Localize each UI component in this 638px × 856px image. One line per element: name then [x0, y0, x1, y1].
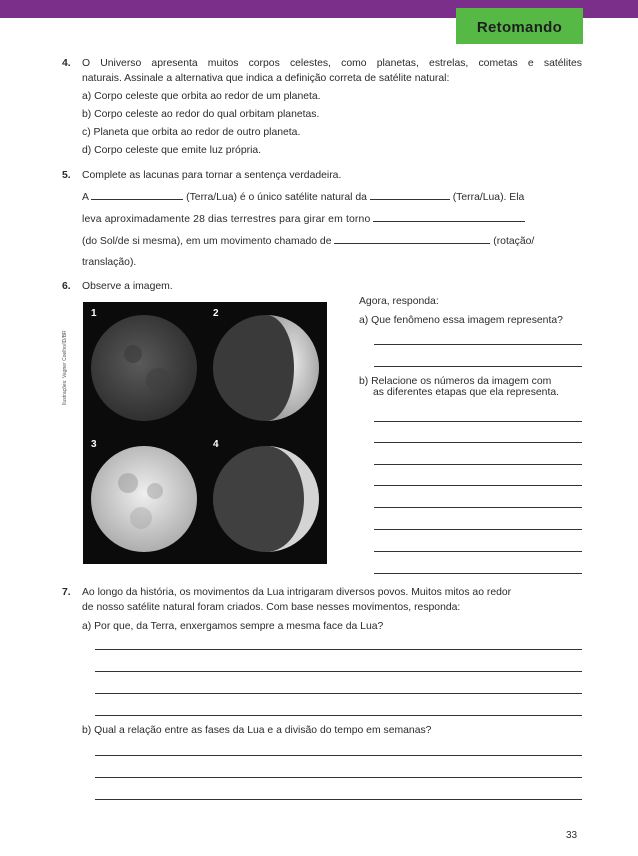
question-number: 7.: [62, 587, 71, 598]
fill-text: (Terra/Lua) é o único satélite natural da: [186, 192, 367, 203]
answer-line[interactable]: [374, 529, 582, 530]
blank-field[interactable]: [334, 233, 490, 244]
answer-line[interactable]: [374, 344, 582, 345]
answer-line[interactable]: [374, 366, 582, 367]
new-moon-illustration: [83, 302, 205, 433]
answer-intro: Agora, responda:: [359, 296, 439, 307]
question-number: 6.: [62, 281, 71, 292]
panel-2: [205, 302, 327, 433]
answer-line[interactable]: [374, 573, 582, 574]
page-number: 33: [566, 830, 578, 841]
answer-line[interactable]: [374, 442, 582, 443]
image-credit: [62, 305, 72, 405]
question-stem: Observe a imagem.: [82, 281, 173, 292]
panel-number: 1: [91, 308, 97, 319]
answer-line[interactable]: [95, 671, 582, 672]
panel-3: [83, 433, 205, 564]
question-5: [62, 168, 582, 268]
stem-line: Ao longo da história, os movimentos da Lua intrigaram diversos povos. Muitos mitos ao redor: [82, 587, 512, 598]
question-stem: [82, 585, 582, 615]
fill-text: (do Sol/de si mesma), em um movimento chamado de: [82, 236, 332, 247]
fill-text: leva aproximadamente 28 dias terrestres para girar em torno: [82, 214, 371, 225]
stem-line: de nosso satélite natural foram criados. Com base nesses movimentos, responda:: [82, 602, 461, 613]
stem-line: naturais. Assinale a alternativa que indica a definição correta de satélite natural:: [82, 73, 450, 84]
answer-line[interactable]: [95, 693, 582, 694]
fill-line-4: translação).: [82, 257, 137, 268]
panel-number: 4: [213, 439, 219, 450]
blank-field[interactable]: [91, 189, 183, 200]
fill-text: (rotação/: [493, 236, 535, 247]
question-4: [62, 56, 582, 156]
answer-line[interactable]: [95, 755, 582, 756]
moon-phases-image: [83, 302, 327, 564]
stem-line: as diferentes etapas que ela representa.: [373, 387, 560, 398]
blank-field[interactable]: [370, 189, 450, 200]
blank-field[interactable]: [373, 211, 525, 222]
waxing-moon-illustration: [205, 302, 327, 433]
fill-line-3: [82, 233, 582, 249]
question-7a: a) Por que, da Terra, enxergamos sempre a mesma face da Lua?: [82, 621, 384, 632]
full-moon-illustration: [83, 433, 205, 564]
panel-4: [205, 433, 327, 564]
answer-line[interactable]: [374, 485, 582, 486]
fill-text: (Terra/Lua). Ela: [452, 192, 525, 203]
fill-line-1: [82, 189, 582, 205]
panel-1: [83, 302, 205, 433]
panel-number: 3: [91, 439, 97, 450]
credit-text: Ilustrações: Vagner Coelho/ID/BR: [62, 330, 68, 405]
option-a: a) Corpo celeste que orbita ao redor de um planeta.: [82, 91, 321, 102]
stem-line: b) Relacione os números da imagem com: [359, 376, 552, 387]
answer-line[interactable]: [374, 551, 582, 552]
answer-line[interactable]: [95, 649, 582, 650]
fill-line-2: [82, 211, 582, 227]
crescent-moon-illustration: [205, 433, 327, 564]
panel-number: 2: [213, 308, 219, 319]
answer-line[interactable]: [95, 715, 582, 716]
question-7: [62, 585, 582, 632]
answer-line[interactable]: [95, 777, 582, 778]
answer-line[interactable]: [374, 507, 582, 508]
question-number: 4.: [62, 58, 71, 69]
answer-line[interactable]: [374, 421, 582, 422]
question-6b: [359, 376, 559, 398]
option-d: d) Corpo celeste que emite luz própria.: [82, 145, 262, 156]
section-tag: Retomando: [456, 8, 583, 44]
stem-line: O Universo apresenta muitos corpos celestes, como planetas, estrelas, cometas e satélites: [82, 58, 582, 69]
answer-line[interactable]: [95, 799, 582, 800]
question-7b: b) Qual a relação entre as fases da Lua e a divisão do tempo em semanas?: [82, 725, 432, 736]
question-stem: [82, 56, 582, 86]
option-b: b) Corpo celeste ao redor do qual orbitam planetas.: [82, 109, 320, 120]
question-number: 5.: [62, 170, 71, 181]
option-c: c) Planeta que orbita ao redor de outro planeta.: [82, 127, 301, 138]
question-6: [62, 279, 582, 299]
answer-line[interactable]: [374, 464, 582, 465]
question-6a: a) Que fenômeno essa imagem representa?: [359, 315, 563, 326]
fill-text: A: [82, 192, 89, 203]
question-stem: Complete as lacunas para tornar a sentença verdadeira.: [82, 170, 342, 181]
